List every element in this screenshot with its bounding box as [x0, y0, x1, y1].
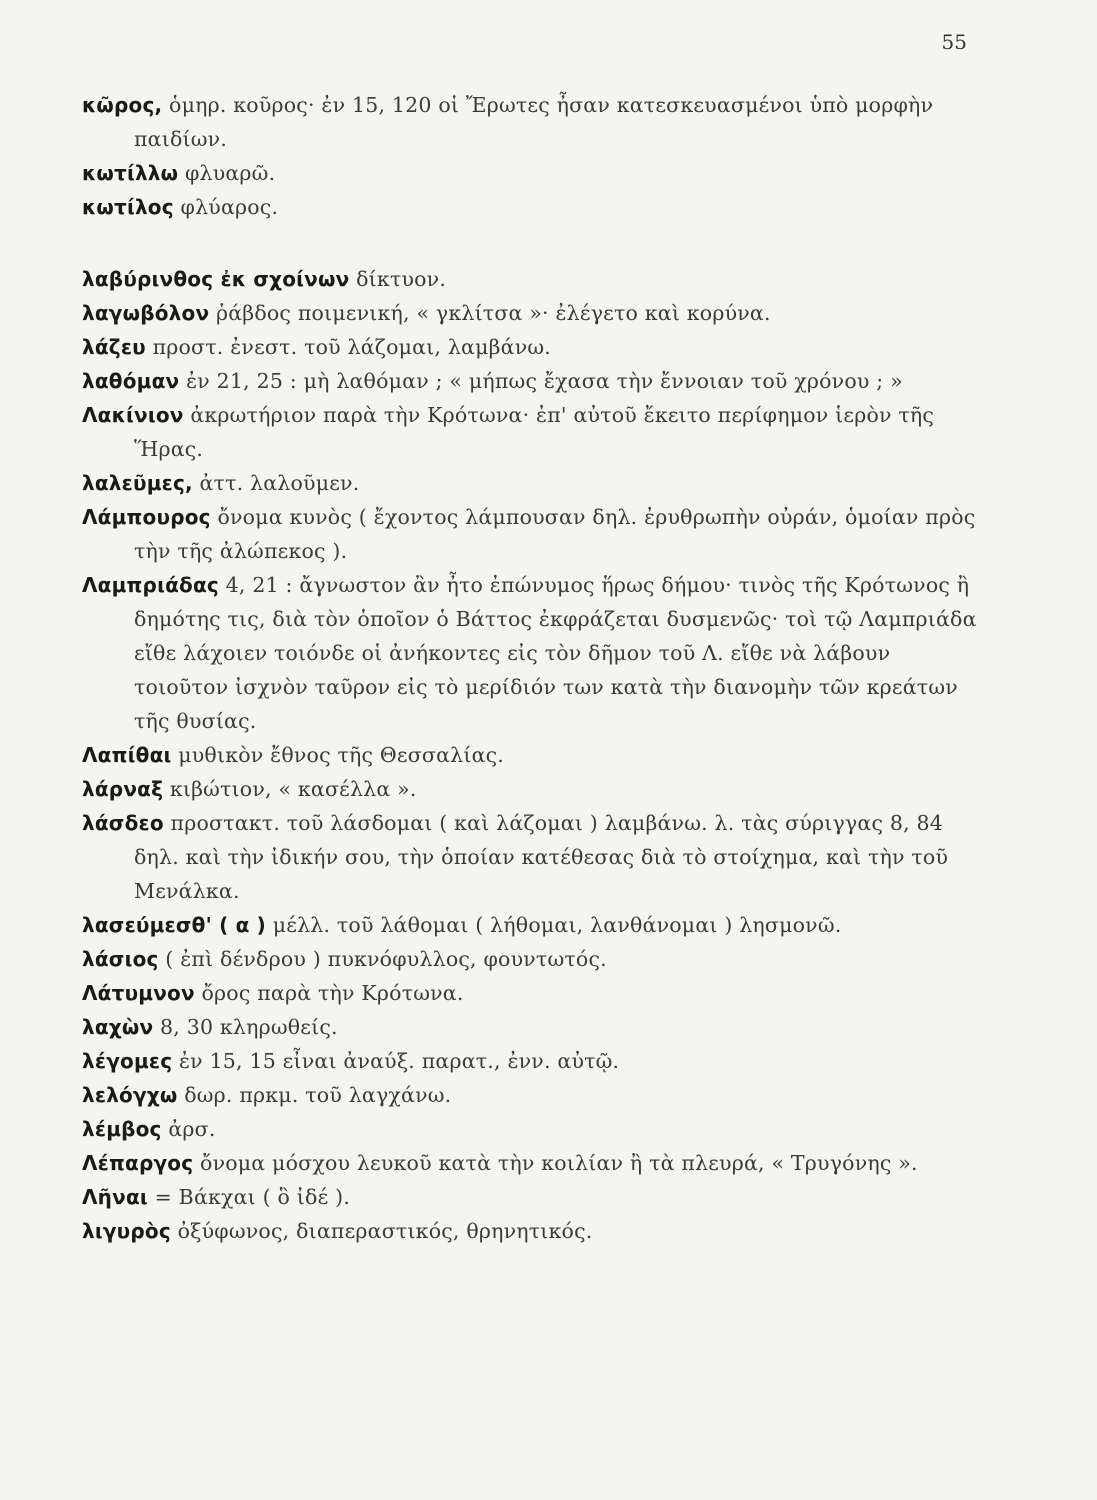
glossary-entry [82, 942, 987, 976]
glossary-entry [82, 568, 987, 738]
glossary-entry [82, 1078, 987, 1112]
entry-term: Λαπίθαι [82, 743, 172, 767]
entry-term: κῶρος, [82, 93, 163, 117]
entry-term: λαθόμαν [82, 369, 180, 393]
glossary-entry [82, 190, 987, 224]
entry-definition: μυθικὸν ἔθνος τῆς Θεσσαλίας. [178, 743, 505, 767]
glossary-entry [82, 330, 987, 364]
glossary-entry [82, 806, 987, 908]
entry-term: λάζευ [82, 335, 146, 359]
glossary-entry [82, 466, 987, 500]
entry-term: λιγυρὸς [82, 1219, 171, 1243]
entry-term: κωτίλλω [82, 161, 179, 185]
entry-definition: 8, 30 κληρωθείς. [160, 1015, 338, 1039]
glossary-entry [82, 908, 987, 942]
glossary-entry [82, 976, 987, 1010]
entry-term: λάσδεο [82, 811, 164, 835]
entry-definition: ὄνομα κυνὸς ( ἔχοντος λάμπουσαν δηλ. ἐρυθρωπὴν οὐράν, ὁμοίαν πρὸς τὴν τῆς ἀλώπεκος ). [134, 505, 976, 563]
glossary-entry [82, 1010, 987, 1044]
entry-term: λέμβος [82, 1117, 162, 1141]
entry-term: Λαμπριάδας [82, 573, 219, 597]
entry-definition: ( ἐπὶ δένδρου ) πυκνόφυλλος, φουντωτός. [165, 947, 607, 971]
entry-term: λαχὼν [82, 1015, 154, 1039]
entry-definition: ὀξύφωνος, διαπεραστικός, θρηνητικός. [177, 1219, 593, 1243]
entry-definition: ἀττ. λαλοῦμεν. [199, 471, 360, 495]
glossary-entry [82, 1180, 987, 1214]
glossary-entry [82, 364, 987, 398]
entry-definition: ἀρσ. [168, 1117, 216, 1141]
glossary-entry [82, 88, 987, 156]
entry-definition: φλύαρος. [180, 195, 279, 219]
entry-definition: = Βάκχαι ( ὃ ἰδέ ). [154, 1185, 351, 1209]
glossary-entry [82, 156, 987, 190]
entry-term: λασεύμεσθ' ( α ) [82, 913, 267, 937]
entry-term: Λέπαργος [82, 1151, 194, 1175]
entry-definition: προστακτ. τοῦ λάσδομαι ( καὶ λάζομαι ) λαμβάνω. λ. τὰς σύριγγας 8, 84 δηλ. καὶ τὴν ἰδικήν σου, τὴν ὁποίαν κατέθεσας διὰ τὸ στοίχημα, καὶ τὴν τοῦ Μενάλκα. [134, 811, 949, 903]
entry-definition: δωρ. πρκμ. τοῦ λαγχάνω. [184, 1083, 452, 1107]
entry-definition: ὄνομα μόσχου λευκοῦ κατὰ τὴν κοιλίαν ἢ τὰ πλευρά, « Τρυγόνης ». [200, 1151, 918, 1175]
entry-term: Λάτυμνον [82, 981, 195, 1005]
entry-term: Λῆναι [82, 1185, 148, 1209]
glossary-entry [82, 772, 987, 806]
entry-term: λάσιος [82, 947, 159, 971]
entry-term: Λάμπουρος [82, 505, 211, 529]
entry-definition: ῥάβδος ποιμενική, « γκλίτσα »· ἐλέγετο καὶ κορύνα. [216, 301, 771, 325]
glossary-entry [82, 1112, 987, 1146]
entry-definition: ὄρος παρὰ τὴν Κρότωνα. [201, 981, 464, 1005]
entry-definition: ἐν 21, 25 : μὴ λαθόμαν ; « μήπως ἔχασα τὴν ἔννοιαν τοῦ χρόνου ; » [186, 369, 903, 393]
entry-term: λαλεῦμες, [82, 471, 193, 495]
entry-term: λάρναξ [82, 777, 164, 801]
glossary-entries [82, 88, 987, 1248]
entry-definition: προστ. ἐνεστ. τοῦ λάζομαι, λαμβάνω. [152, 335, 551, 359]
page-number: 55 [941, 30, 967, 54]
entry-definition: μέλλ. τοῦ λάθομαι ( λήθομαι, λανθάνομαι ) λησμονῶ. [272, 913, 842, 937]
entry-term: λαγωβόλον [82, 301, 210, 325]
glossary-entry [82, 296, 987, 330]
entry-term: κωτίλος [82, 195, 174, 219]
entry-definition: ἐν 15, 15 εἶναι ἀναύξ. παρατ., ἐνν. αὐτῷ. [178, 1049, 620, 1073]
glossary-entry [82, 738, 987, 772]
entry-definition: δίκτυον. [356, 267, 447, 291]
glossary-entry [82, 398, 987, 466]
entry-term: λέγομες [82, 1049, 173, 1073]
entry-term: λαβύρινθος ἐκ σχοίνων [82, 267, 350, 291]
glossary-entry [82, 1146, 987, 1180]
glossary-entry [82, 1214, 987, 1248]
entry-definition: κιβώτιον, « κασέλλα ». [169, 777, 417, 801]
entry-definition: 4, 21 : ἄγνωστον ἂν ἦτο ἐπώνυμος ἥρως δήμου· τινὸς τῆς Κρότωνος ἢ δημότης τις, διὰ τὸν ὁποῖον ὁ Βάττος ἐκφράζεται δυσμενῶς· τοὶ τῷ Λαμπριάδα εἴθε λάχοιεν τοιόνδε οἱ ἀνήκοντες εἰς τὸν δῆμον τοῦ Λ. εἴθε νὰ λάβουν τοιοῦτον ἰσχνὸν ταῦρον εἰς τὸ μερίδιόν των κατὰ τὴν διανομὴν τῶν κρεάτων τῆς θυσίας. [134, 573, 977, 733]
glossary-entry [82, 1044, 987, 1078]
entry-definition: ἀκρωτήριον παρὰ τὴν Κρότωνα· ἐπ' αὐτοῦ ἔκειτο περίφημον ἱερὸν τῆς Ἥρας. [134, 403, 935, 461]
entry-term: Λακίνιον [82, 403, 184, 427]
glossary-entry [82, 500, 987, 568]
entry-term: λελόγχω [82, 1083, 178, 1107]
glossary-entry [82, 262, 987, 296]
entry-definition: ὁμηρ. κοῦρος· ἐν 15, 120 οἱ Ἔρωτες ἦσαν κατεσκευασμένοι ὑπὸ μορφὴν παιδίων. [134, 93, 934, 151]
entry-definition: φλυαρῶ. [184, 161, 276, 185]
